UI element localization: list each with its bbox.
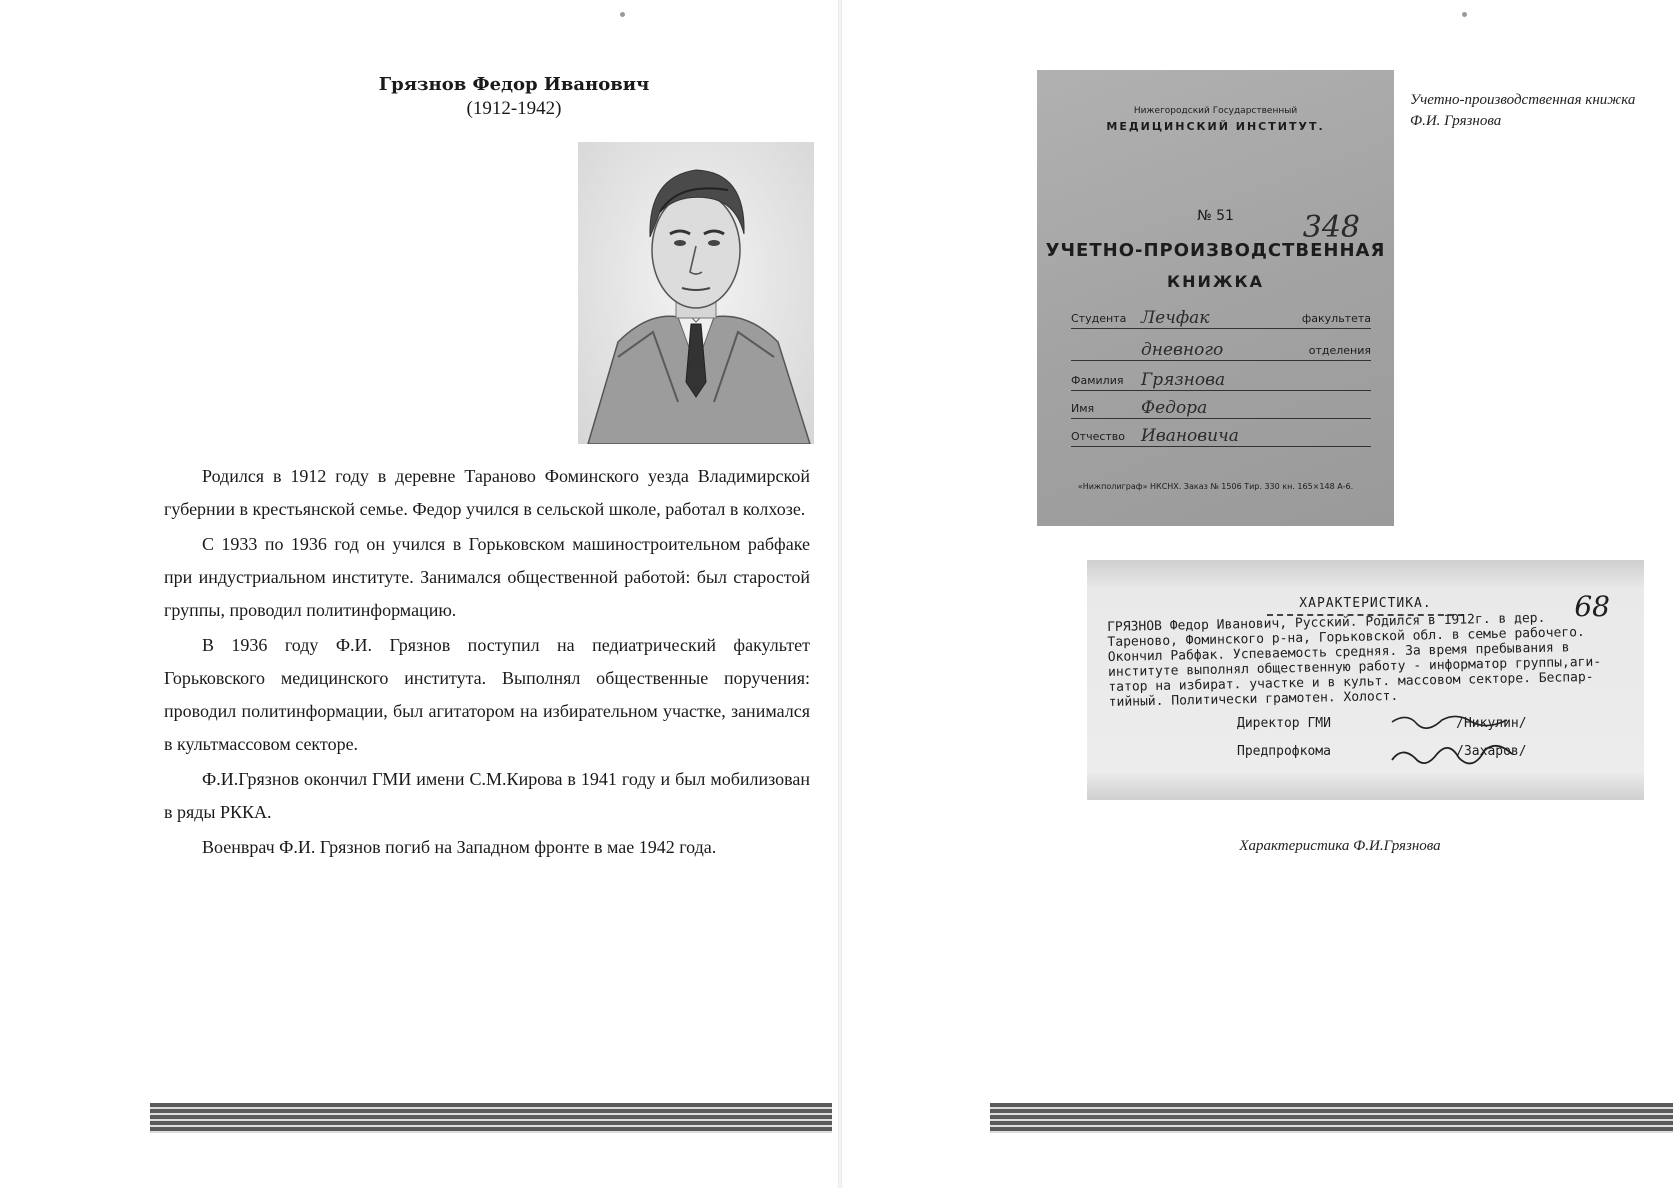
- page-mark: [620, 12, 625, 17]
- characteristic-body: ГРЯЗНОВ Федор Иванович, Русский. Родился в 1912г. в дер. Тареново, Фоминского р-на, Горьковской обл. в семье рабочего. Окончил Рабфак. Успеваемость средняя. За время пребывания в институте выполнял общественную работу - информатор группы,аги- татор на избират. участке и в культ. массовом секторе. Беспар- тийный. Политически грамотен. Холост.: [1107, 610, 1602, 710]
- portrait-drawing: [578, 142, 814, 444]
- person-name: Грязнов Федор Иванович: [378, 74, 650, 95]
- book-handwritten-number: 348: [1302, 210, 1360, 245]
- book-field-department: дневного отделения: [1071, 332, 1371, 361]
- signature-scrawl: [1387, 710, 1537, 780]
- book-title: УЧЕТНО-ПРОИЗВОДСТВЕННАЯ: [1045, 240, 1386, 261]
- characteristic-heading: ХАРАКТЕРИСТИКА.: [1299, 596, 1432, 611]
- book-imprint: «Нижполиграф» НКСНХ. Заказ № 1506 Тир. 330 кн. 165×148 А-6.: [1077, 482, 1354, 491]
- characteristic-handwritten-number: 68: [1574, 590, 1610, 623]
- book-subtitle: КНИЖКА: [1167, 272, 1264, 291]
- record-book-photo: [1037, 70, 1394, 526]
- bio-paragraph: С 1933 по 1936 год он учился в Горьковском машиностроительном рабфаке при индустриальном институте. Занимался общественной работой: был старостой группы, проводил политинформацию.: [164, 534, 810, 620]
- book-field-patronymic: Отчество Ивановича: [1071, 418, 1371, 447]
- portrait-sketch: [578, 142, 814, 444]
- book-institute-line1: Нижегородский Государственный: [1133, 106, 1298, 116]
- st-george-ribbon: [150, 1103, 832, 1133]
- page-mark: [1462, 12, 1467, 17]
- page-fold: [838, 0, 842, 1188]
- book-institute-line2: МЕДИЦИНСКИЙ ИНСТИТУТ.: [1106, 120, 1325, 133]
- bio-paragraph: В 1936 году Ф.И. Грязнов поступил на педиатрический факультет Горьковского медицинского института. Выполнял общественные поручения: проводил политинформации, был агитатором на избирательном участке, занимался в культмассовом секторе.: [164, 635, 810, 754]
- bio-paragraph: Родился в 1912 году в деревне Тараново Фоминского уезда Владимирской губернии в крестьянской семье. Федор учился в сельской школе, работал в колхозе.: [164, 466, 810, 519]
- caption-record-book: Учетно-производственная книжка Ф.И. Грязнова: [1410, 92, 1636, 129]
- person-years: (1912-1942): [466, 98, 562, 119]
- bio-paragraph: Ф.И.Грязнов окончил ГМИ имени С.М.Кирова в 1941 году и был мобилизован в ряды РККА.: [164, 769, 810, 822]
- caption-characteristic: Характеристика Ф.И.Грязнова: [1239, 838, 1441, 854]
- book-number: № 51: [1197, 208, 1234, 224]
- bio-paragraph: Военврач Ф.И. Грязнов погиб на Западном фронте в мае 1942 года.: [202, 837, 717, 857]
- characteristic-photo: [1087, 560, 1644, 800]
- book-field-name: Имя Федора: [1071, 390, 1371, 419]
- characteristic-signatures: Директор ГМИ /Никулин/ Предпрофкома /Захаров/: [1237, 716, 1527, 759]
- st-george-ribbon: [990, 1103, 1673, 1133]
- book-field-surname: Фамилия Грязнова: [1071, 362, 1371, 391]
- book-field-faculty: Студента Лечфак факультета: [1071, 300, 1371, 329]
- biography-text: [164, 460, 810, 866]
